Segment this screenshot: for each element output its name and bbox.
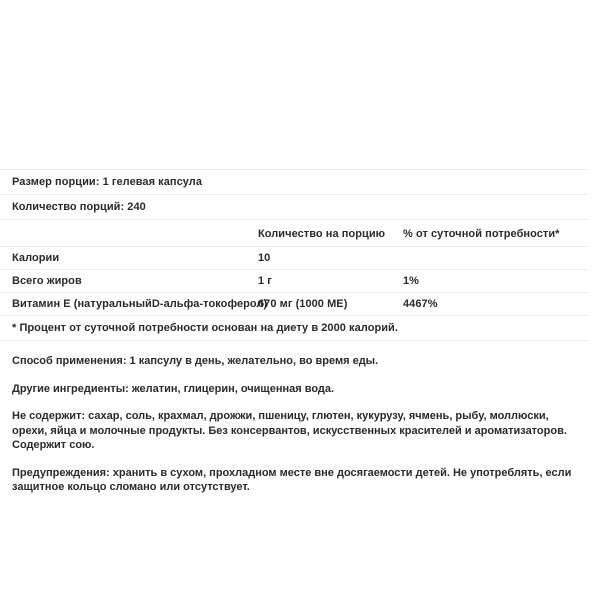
table-row [0, 247, 588, 270]
daily-value-footnote-text: * Процент от суточной потребности основан на диету в 2000 калорий. [12, 322, 398, 334]
servings-per-container-row [0, 195, 588, 220]
servings-per-container-text: Количество порций: 240 [12, 201, 146, 213]
directions-paragraph: Способ применения: 1 капсулу в день, желательно, во время еды. [12, 355, 379, 367]
product-info-block [0, 354, 600, 495]
nutrient-amount: 670 мг (1000 МЕ) [258, 298, 348, 310]
free-from-paragraph: Не содержит: сахар, соль, крахмал, дрожжи, пшеницу, глютен, кукурузу, ячмень, рыбу, моллюски, орехи, яйца и молочные продукты. Без консервантов, искусственных красителей и ароматизаторов. Содержит сою. [12, 410, 567, 451]
top-whitespace [0, 0, 600, 169]
nutrient-daily-value: 4467% [403, 298, 438, 310]
column-header-percent-daily-value: % от суточной потребности* [403, 228, 560, 240]
serving-size-text: Размер порции: 1 гелевая капсула [12, 176, 203, 188]
nutrient-name: Калории [12, 252, 60, 264]
nutrient-name: Всего жиров [12, 275, 82, 287]
column-header-name [0, 227, 258, 239]
serving-size-row [0, 170, 588, 195]
column-header-amount-per-serving: Количество на порцию [258, 228, 386, 240]
daily-value-footnote-row [0, 316, 588, 341]
nutrient-amount: 1 г [258, 275, 272, 287]
table-header-row [0, 220, 588, 247]
supplement-facts-table [0, 169, 588, 341]
warnings-paragraph: Предупреждения: хранить в сухом, прохладном месте вне досягаемости детей. Не употреблять, если защитное кольцо сломано или отсутствует. [12, 466, 572, 493]
table-row [0, 270, 588, 293]
table-row [0, 293, 588, 316]
nutrient-daily-value: 1% [403, 275, 420, 287]
nutrient-name: Витамин Е (натуральныйD-альфа-токоферол) [12, 298, 268, 310]
nutrient-daily-value [403, 254, 588, 262]
other-ingredients-paragraph: Другие ингредиенты: желатин, глицерин, очищенная вода. [12, 382, 335, 395]
nutrient-amount: 10 [258, 252, 271, 264]
